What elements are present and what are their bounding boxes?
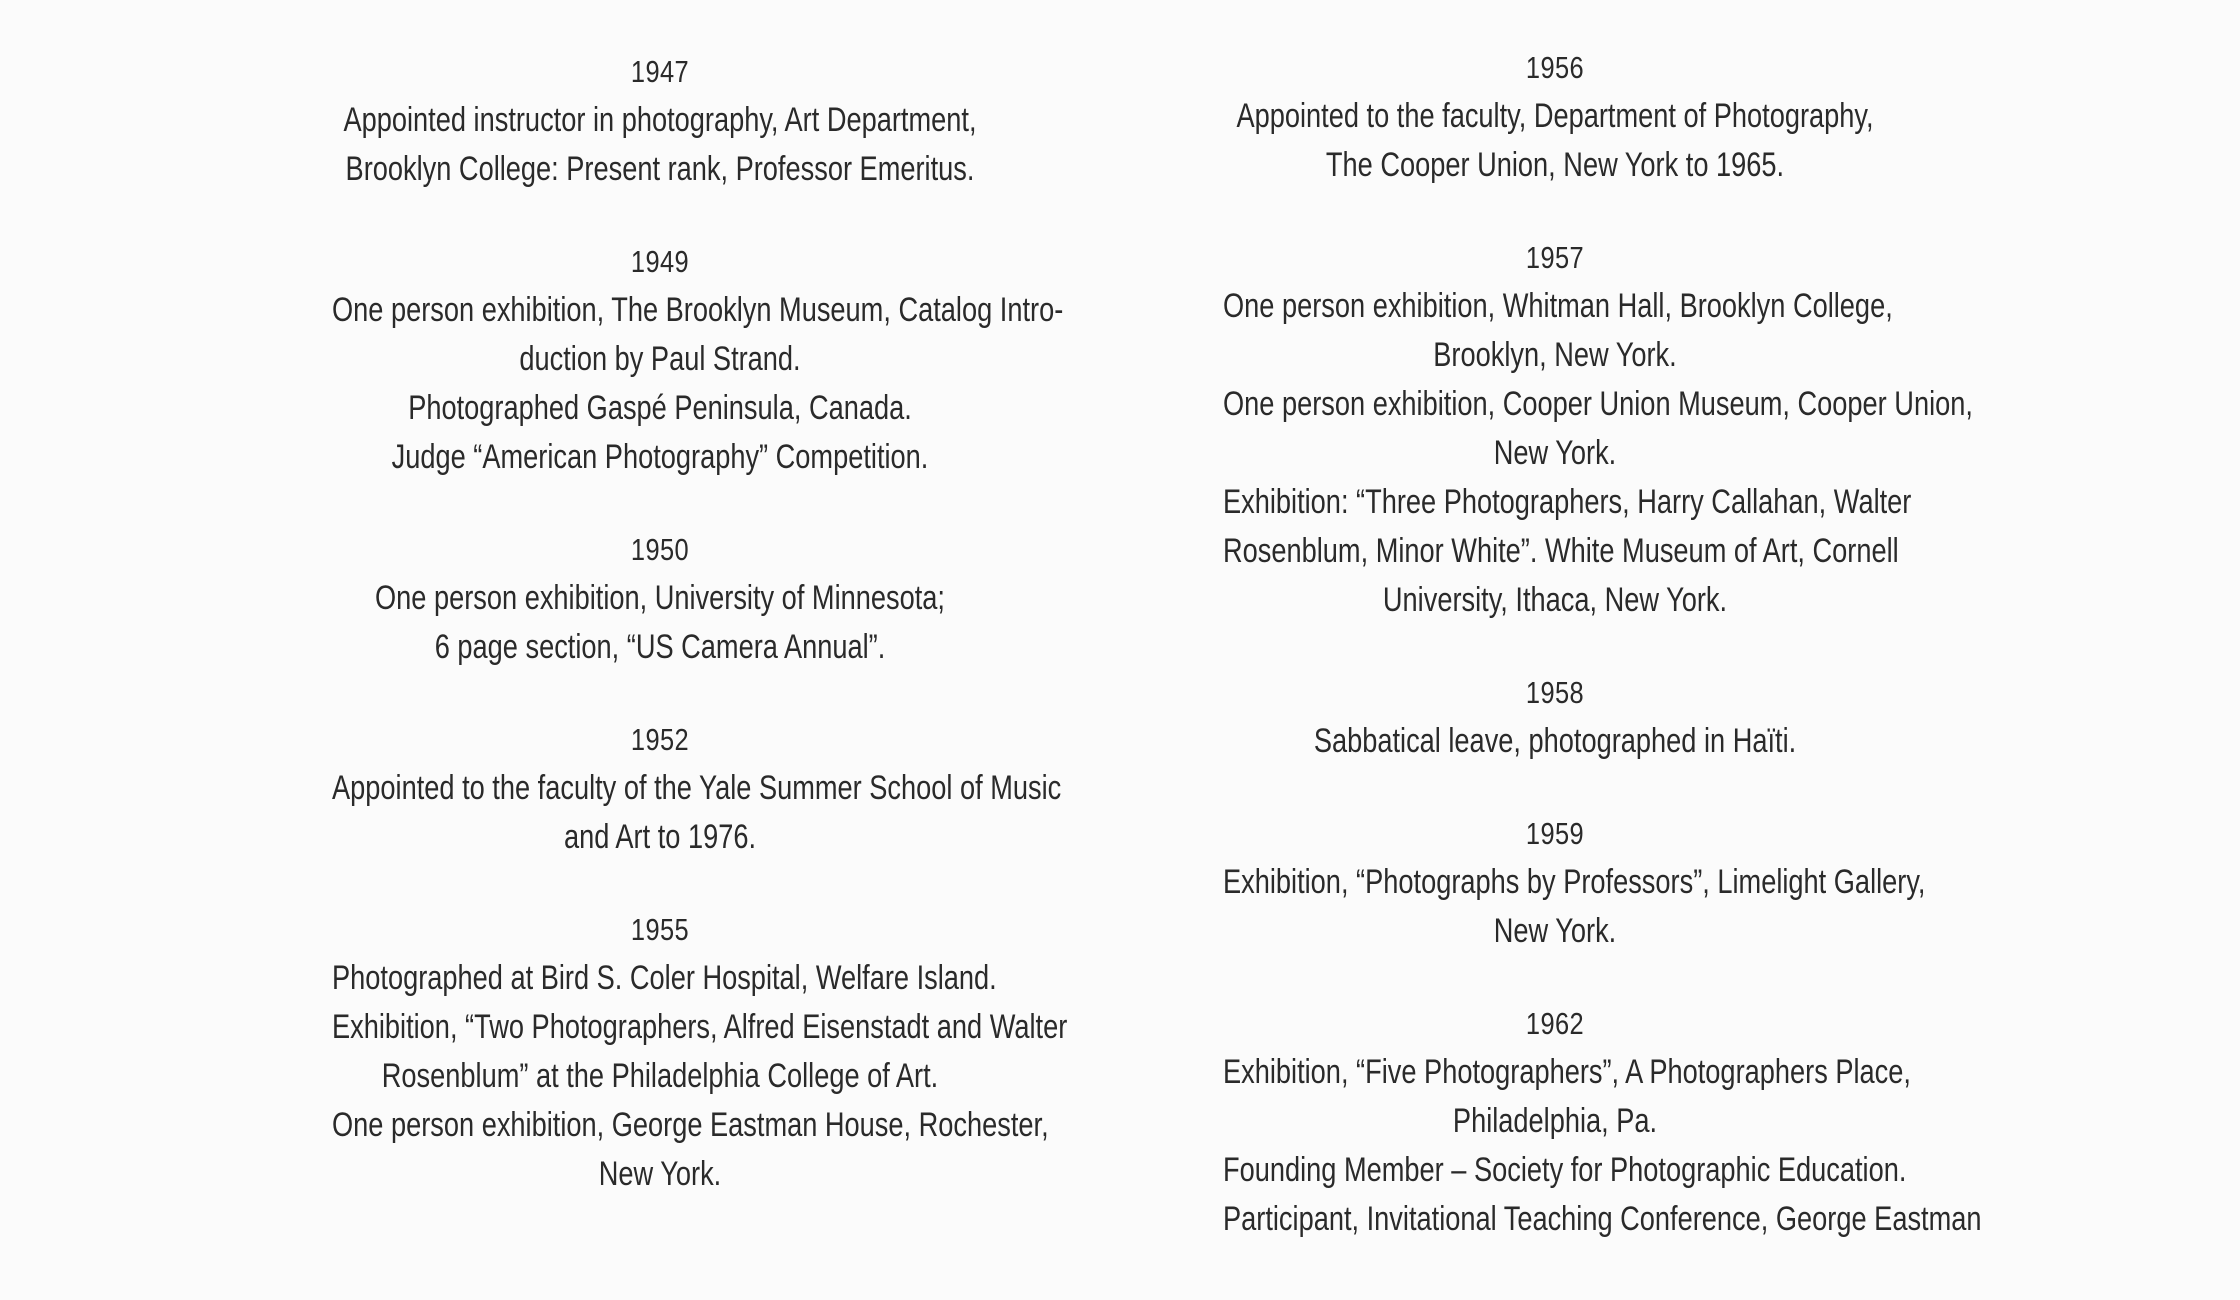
entry-line: Exhibition, “Five Photographers”, A Photographers Place, xyxy=(1223,1053,1911,1091)
year-heading: 1958 xyxy=(1525,675,1585,710)
entry-1947 xyxy=(250,48,1070,194)
year-heading: 1949 xyxy=(630,244,690,279)
entry-line: and Art to 1976. xyxy=(563,818,757,856)
year-heading: 1962 xyxy=(1525,1006,1585,1041)
entry-1955 xyxy=(250,906,1070,1199)
year-heading: 1959 xyxy=(1525,816,1585,851)
entry-line: One person exhibition, University of Minnesota; xyxy=(375,579,945,617)
entry-line: Exhibition, “Two Photographers, Alfred Eisenstadt and Walter xyxy=(332,1008,1068,1046)
year-heading: 1957 xyxy=(1525,240,1585,275)
entry-1952 xyxy=(250,716,1070,862)
year-heading: 1947 xyxy=(630,54,690,89)
entry-line: Participant, Invitational Teaching Conference, George Eastman xyxy=(1223,1200,1982,1238)
entry-1959 xyxy=(1140,810,1970,956)
entry-line: Appointed to the faculty, Department of Photography, xyxy=(1236,97,1874,135)
entry-1949 xyxy=(250,238,1070,482)
entry-1958 xyxy=(1140,669,1970,766)
left-column xyxy=(250,48,1070,1243)
entry-line: 6 page section, “US Camera Annual”. xyxy=(434,628,886,666)
entry-line: The Cooper Union, New York to 1965. xyxy=(1325,146,1785,184)
entry-1956 xyxy=(1140,44,1970,190)
year-heading: 1956 xyxy=(1525,50,1585,85)
entry-line: Philadelphia, Pa. xyxy=(1452,1102,1658,1140)
entry-line: One person exhibition, George Eastman House, Rochester, xyxy=(332,1106,1049,1144)
entry-line: Photographed Gaspé Peninsula, Canada. xyxy=(408,389,912,427)
entry-line: Appointed to the faculty of the Yale Summer School of Music xyxy=(332,769,1062,807)
entry-line: Sabbatical leave, photographed in Haïti. xyxy=(1313,722,1797,760)
entry-line: Appointed instructor in photography, Art Department, xyxy=(343,101,977,139)
entry-line: New York. xyxy=(1493,912,1617,950)
entry-line: Brooklyn College: Present rank, Professor Emeritus. xyxy=(345,150,975,188)
entry-1950 xyxy=(250,526,1070,672)
entry-line: Founding Member – Society for Photographic Education. xyxy=(1223,1151,1907,1189)
year-heading: 1955 xyxy=(630,912,690,947)
entry-line: One person exhibition, Whitman Hall, Brooklyn College, xyxy=(1223,287,1893,325)
entry-line: Rosenblum, Minor White”. White Museum of Art, Cornell xyxy=(1223,532,1899,570)
entry-line: New York. xyxy=(598,1155,722,1193)
entry-line: Brooklyn, New York. xyxy=(1433,336,1677,374)
entry-line: Photographed at Bird S. Coler Hospital, Welfare Island. xyxy=(332,959,997,997)
entry-line: Rosenblum” at the Philadelphia College of Art. xyxy=(381,1057,939,1095)
entry-line: University, Ithaca, New York. xyxy=(1382,581,1728,619)
entry-line: Judge “American Photography” Competition. xyxy=(391,438,929,476)
entry-line: duction by Paul Strand. xyxy=(519,340,801,378)
entry-line: Exhibition, “Photographs by Professors”, Limelight Gallery, xyxy=(1223,863,1926,901)
entry-line: One person exhibition, Cooper Union Museum, Cooper Union, xyxy=(1223,385,1973,423)
year-heading: 1950 xyxy=(630,532,690,567)
year-heading: 1952 xyxy=(630,722,690,757)
entry-1962 xyxy=(1140,1000,1982,1244)
entry-line: Exhibition: “Three Photographers, Harry Callahan, Walter xyxy=(1223,483,1912,521)
entry-line: One person exhibition, The Brooklyn Museum, Catalog Intro- xyxy=(332,291,1064,329)
entry-line: New York. xyxy=(1493,434,1617,472)
right-column xyxy=(1140,44,1982,1288)
entry-1957 xyxy=(1140,234,1973,625)
